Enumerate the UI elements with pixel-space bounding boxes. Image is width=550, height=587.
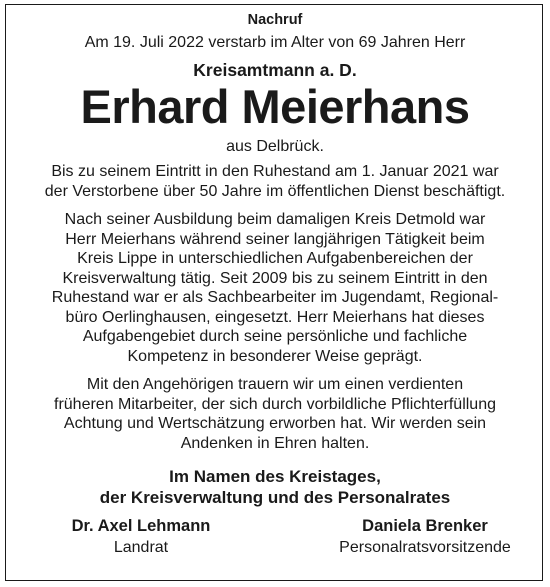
text-line: der Verstorbene über 50 Jahre im öffentlichen Dienst beschäftigt. — [44, 182, 506, 200]
on-behalf-line: Im Namen des Kreistages, — [169, 467, 381, 486]
obituary-content — [20, 12, 530, 560]
text-line: Bis zu seinem Eintritt in den Ruhestand am 1. Januar 2021 war — [51, 163, 499, 180]
text-line: Kompetenz in besonderer Weise geprägt. — [127, 347, 423, 365]
text-line: Ruhestand war er als Sachbearbeiter im Jugendamt, Regional- — [51, 289, 499, 306]
signatory-right — [310, 516, 540, 558]
text-line: Nach seiner Ausbildung beim damaligen Kreis Detmold war — [64, 211, 486, 228]
text-line: Aufgabengebiet durch seine persönliche und fachliche — [82, 328, 468, 345]
text-line: Herr Meierhans während seiner langjährigen Tätigkeit beim — [65, 230, 485, 248]
text-line: Achtung und Wertschätzung erworben hat. Wir werden sein — [63, 415, 487, 432]
deceased-title: Kreisamtmann a. D. — [193, 60, 357, 80]
text-line: Kreis Lippe in unterschiedlichen Aufgabenbereichen der — [77, 250, 473, 267]
signatory-name: Daniela Brenker — [362, 517, 488, 535]
death-announcement: Am 19. Juli 2022 verstarb im Alter von 69 Jahren Herr — [84, 34, 466, 51]
signatory-role: Landrat — [113, 539, 169, 556]
signatory-role: Personalratsvorsitzende — [339, 539, 511, 556]
on-behalf-line: der Kreisverwaltung und des Personalrates — [99, 488, 451, 507]
condolence-paragraph — [20, 375, 530, 453]
text-line: Andenken in Ehren halten. — [180, 434, 370, 452]
deceased-origin: aus Delbrück. — [226, 138, 324, 155]
career-paragraph-2 — [20, 210, 530, 366]
text-line: Kreisverwaltung tätig. Seit 2009 bis zu seinem Eintritt in den — [62, 269, 488, 287]
on-behalf-of — [20, 466, 530, 508]
obituary-heading: Nachruf — [247, 12, 303, 28]
text-line: büro Oerlinghausen, eingesetzt. Herr Meierhans hat dieses — [65, 308, 485, 326]
career-paragraph-1 — [20, 162, 530, 201]
text-line: früheren Mitarbeiter, der sich durch vorbildliche Pflichterfüllung — [54, 395, 496, 413]
signatory-left — [56, 516, 226, 558]
signatory-name: Dr. Axel Lehmann — [71, 517, 211, 535]
signatures — [20, 516, 530, 560]
deceased-name: Erhard Meierhans — [80, 80, 470, 133]
text-line: Mit den Angehörigen trauern wir um einen verdienten — [86, 376, 464, 393]
